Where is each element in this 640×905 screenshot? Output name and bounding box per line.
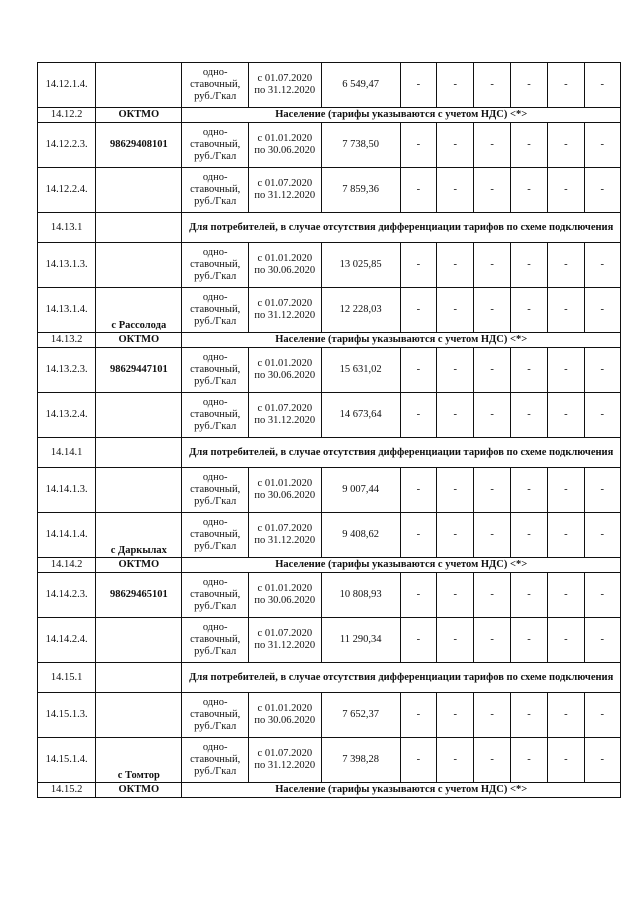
dash-cell: - bbox=[548, 573, 584, 618]
settlement-cell bbox=[96, 63, 182, 108]
unit-cell: одно- ставочный, руб./Гкал bbox=[182, 513, 249, 558]
dash-cell: - bbox=[510, 63, 547, 108]
dash-cell: - bbox=[584, 348, 620, 393]
row-code: 14.13.2.3. bbox=[38, 348, 96, 393]
unit-cell: одно- ставочный, руб./Гкал bbox=[182, 468, 249, 513]
row-code: 14.13.2 bbox=[38, 333, 96, 348]
table-row bbox=[38, 243, 621, 288]
unit-cell: одно- ставочный, руб./Гкал bbox=[182, 618, 249, 663]
dash-cell: - bbox=[584, 513, 620, 558]
dash-cell: - bbox=[510, 348, 547, 393]
tariff-value: 15 631,02 bbox=[321, 348, 400, 393]
row-code: 14.14.2.3. bbox=[38, 573, 96, 618]
table-row bbox=[38, 783, 621, 798]
row-code: 14.13.1.4. bbox=[38, 288, 96, 333]
tariff-table bbox=[37, 62, 621, 798]
dash-cell: - bbox=[474, 168, 510, 213]
dash-cell: - bbox=[437, 618, 474, 663]
dash-cell: - bbox=[400, 243, 436, 288]
unit-cell: одно- ставочный, руб./Гкал bbox=[182, 63, 249, 108]
dash-cell: - bbox=[510, 468, 547, 513]
table-row bbox=[38, 348, 621, 393]
row-code: 14.14.1.4. bbox=[38, 513, 96, 558]
dash-cell: - bbox=[584, 123, 620, 168]
dash-cell: - bbox=[437, 468, 474, 513]
row-code: 14.14.2.4. bbox=[38, 618, 96, 663]
row-code: 14.12.2.4. bbox=[38, 168, 96, 213]
period-cell: с 01.07.2020 по 31.12.2020 bbox=[248, 63, 321, 108]
dash-cell: - bbox=[584, 168, 620, 213]
unit-cell: одно- ставочный, руб./Гкал bbox=[182, 738, 249, 783]
population-note: Население (тарифы указываются с учетом НДС) <*> bbox=[182, 558, 621, 573]
row-code: 14.13.1.3. bbox=[38, 243, 96, 288]
table-row bbox=[38, 63, 621, 108]
dash-cell: - bbox=[437, 168, 474, 213]
dash-cell: - bbox=[474, 513, 510, 558]
settlement-cell bbox=[96, 213, 182, 243]
dash-cell: - bbox=[400, 693, 436, 738]
period-cell: с 01.07.2020 по 31.12.2020 bbox=[248, 738, 321, 783]
dash-cell: - bbox=[510, 243, 547, 288]
dash-cell: - bbox=[584, 738, 620, 783]
row-code: 14.13.2.4. bbox=[38, 393, 96, 438]
dash-cell: - bbox=[474, 573, 510, 618]
dash-cell: - bbox=[548, 393, 584, 438]
dash-cell: - bbox=[400, 738, 436, 783]
dash-cell: - bbox=[584, 468, 620, 513]
period-cell: с 01.07.2020 по 31.12.2020 bbox=[248, 513, 321, 558]
table-row bbox=[38, 663, 621, 693]
dash-cell: - bbox=[474, 468, 510, 513]
period-cell: с 01.01.2020 по 30.06.2020 bbox=[248, 348, 321, 393]
dash-cell: - bbox=[400, 573, 436, 618]
table-row bbox=[38, 738, 621, 783]
period-cell: с 01.01.2020 по 30.06.2020 bbox=[248, 468, 321, 513]
dash-cell: - bbox=[400, 468, 436, 513]
dash-cell: - bbox=[510, 393, 547, 438]
table-row bbox=[38, 618, 621, 663]
dash-cell: - bbox=[437, 693, 474, 738]
dash-cell: - bbox=[437, 513, 474, 558]
settlement-cell bbox=[96, 168, 182, 213]
dash-cell: - bbox=[437, 63, 474, 108]
tariff-value: 14 673,64 bbox=[321, 393, 400, 438]
period-cell: с 01.07.2020 по 31.12.2020 bbox=[248, 288, 321, 333]
no-diff-note: Для потребителей, в случае отсутствия дифференциации тарифов по схеме подключения bbox=[182, 438, 621, 468]
unit-cell: одно- ставочный, руб./Гкал bbox=[182, 348, 249, 393]
dash-cell: - bbox=[584, 63, 620, 108]
dash-cell: - bbox=[584, 693, 620, 738]
table-row bbox=[38, 123, 621, 168]
tariff-value: 12 228,03 bbox=[321, 288, 400, 333]
table-row bbox=[38, 168, 621, 213]
row-code: 14.15.1.4. bbox=[38, 738, 96, 783]
table-row bbox=[38, 393, 621, 438]
table-row bbox=[38, 333, 621, 348]
table-row bbox=[38, 213, 621, 243]
dash-cell: - bbox=[474, 243, 510, 288]
settlement-name: с Даркылах bbox=[96, 513, 182, 558]
period-cell: с 01.07.2020 по 31.12.2020 bbox=[248, 168, 321, 213]
period-cell: с 01.01.2020 по 30.06.2020 bbox=[248, 123, 321, 168]
dash-cell: - bbox=[510, 168, 547, 213]
dash-cell: - bbox=[548, 693, 584, 738]
period-cell: с 01.01.2020 по 30.06.2020 bbox=[248, 243, 321, 288]
oktmo-label: ОКТМО bbox=[96, 783, 182, 798]
oktmo-code: 98629465101 bbox=[96, 573, 182, 618]
table-row bbox=[38, 438, 621, 468]
period-cell: с 01.01.2020 по 30.06.2020 bbox=[248, 573, 321, 618]
table-row bbox=[38, 693, 621, 738]
dash-cell: - bbox=[548, 348, 584, 393]
dash-cell: - bbox=[584, 618, 620, 663]
dash-cell: - bbox=[548, 243, 584, 288]
dash-cell: - bbox=[437, 738, 474, 783]
dash-cell: - bbox=[548, 618, 584, 663]
unit-cell: одно- ставочный, руб./Гкал bbox=[182, 393, 249, 438]
table-row bbox=[38, 573, 621, 618]
table-row bbox=[38, 468, 621, 513]
period-cell: с 01.01.2020 по 30.06.2020 bbox=[248, 693, 321, 738]
dash-cell: - bbox=[437, 393, 474, 438]
tariff-value: 7 652,37 bbox=[321, 693, 400, 738]
dash-cell: - bbox=[474, 738, 510, 783]
dash-cell: - bbox=[474, 123, 510, 168]
dash-cell: - bbox=[510, 738, 547, 783]
oktmo-code: 98629408101 bbox=[96, 123, 182, 168]
settlement-cell bbox=[96, 468, 182, 513]
settlement-cell bbox=[96, 663, 182, 693]
dash-cell: - bbox=[400, 348, 436, 393]
dash-cell: - bbox=[584, 288, 620, 333]
dash-cell: - bbox=[510, 288, 547, 333]
unit-cell: одно- ставочный, руб./Гкал bbox=[182, 123, 249, 168]
dash-cell: - bbox=[400, 513, 436, 558]
row-code: 14.15.1.3. bbox=[38, 693, 96, 738]
tariff-value: 6 549,47 bbox=[321, 63, 400, 108]
population-note: Население (тарифы указываются с учетом НДС) <*> bbox=[182, 333, 621, 348]
oktmo-label: ОКТМО bbox=[96, 108, 182, 123]
table-row bbox=[38, 513, 621, 558]
settlement-name: с Рассолода bbox=[96, 288, 182, 333]
unit-cell: одно- ставочный, руб./Гкал bbox=[182, 288, 249, 333]
unit-cell: одно- ставочный, руб./Гкал bbox=[182, 693, 249, 738]
dash-cell: - bbox=[584, 393, 620, 438]
no-diff-note: Для потребителей, в случае отсутствия дифференциации тарифов по схеме подключения bbox=[182, 213, 621, 243]
dash-cell: - bbox=[548, 123, 584, 168]
row-code: 14.12.1.4. bbox=[38, 63, 96, 108]
dash-cell: - bbox=[474, 348, 510, 393]
dash-cell: - bbox=[510, 693, 547, 738]
dash-cell: - bbox=[400, 288, 436, 333]
table-row bbox=[38, 288, 621, 333]
dash-cell: - bbox=[474, 618, 510, 663]
period-cell: с 01.07.2020 по 31.12.2020 bbox=[248, 393, 321, 438]
row-code: 14.14.2 bbox=[38, 558, 96, 573]
dash-cell: - bbox=[510, 573, 547, 618]
row-code: 14.14.1.3. bbox=[38, 468, 96, 513]
settlement-name: с Томтор bbox=[96, 738, 182, 783]
dash-cell: - bbox=[510, 618, 547, 663]
dash-cell: - bbox=[548, 738, 584, 783]
row-code: 14.13.1 bbox=[38, 213, 96, 243]
dash-cell: - bbox=[474, 393, 510, 438]
oktmo-code: 98629447101 bbox=[96, 348, 182, 393]
unit-cell: одно- ставочный, руб./Гкал bbox=[182, 573, 249, 618]
tariff-value: 13 025,85 bbox=[321, 243, 400, 288]
tariff-value: 7 738,50 bbox=[321, 123, 400, 168]
table-row bbox=[38, 108, 621, 123]
dash-cell: - bbox=[474, 693, 510, 738]
period-cell: с 01.07.2020 по 31.12.2020 bbox=[248, 618, 321, 663]
dash-cell: - bbox=[400, 123, 436, 168]
dash-cell: - bbox=[437, 573, 474, 618]
dash-cell: - bbox=[400, 168, 436, 213]
table-row bbox=[38, 558, 621, 573]
dash-cell: - bbox=[400, 618, 436, 663]
dash-cell: - bbox=[400, 63, 436, 108]
settlement-cell bbox=[96, 393, 182, 438]
dash-cell: - bbox=[548, 468, 584, 513]
row-code: 14.15.1 bbox=[38, 663, 96, 693]
tariff-value: 9 408,62 bbox=[321, 513, 400, 558]
dash-cell: - bbox=[400, 393, 436, 438]
tariff-value: 9 007,44 bbox=[321, 468, 400, 513]
row-code: 14.14.1 bbox=[38, 438, 96, 468]
settlement-cell bbox=[96, 618, 182, 663]
unit-cell: одно- ставочный, руб./Гкал bbox=[182, 168, 249, 213]
row-code: 14.15.2 bbox=[38, 783, 96, 798]
population-note: Население (тарифы указываются с учетом НДС) <*> bbox=[182, 108, 621, 123]
unit-cell: одно- ставочный, руб./Гкал bbox=[182, 243, 249, 288]
row-code: 14.12.2.3. bbox=[38, 123, 96, 168]
dash-cell: - bbox=[584, 243, 620, 288]
dash-cell: - bbox=[510, 513, 547, 558]
row-code: 14.12.2 bbox=[38, 108, 96, 123]
dash-cell: - bbox=[437, 243, 474, 288]
no-diff-note: Для потребителей, в случае отсутствия дифференциации тарифов по схеме подключения bbox=[182, 663, 621, 693]
dash-cell: - bbox=[548, 513, 584, 558]
dash-cell: - bbox=[548, 168, 584, 213]
dash-cell: - bbox=[548, 63, 584, 108]
tariff-value: 7 398,28 bbox=[321, 738, 400, 783]
dash-cell: - bbox=[474, 288, 510, 333]
dash-cell: - bbox=[510, 123, 547, 168]
dash-cell: - bbox=[437, 123, 474, 168]
settlement-cell bbox=[96, 243, 182, 288]
dash-cell: - bbox=[474, 63, 510, 108]
oktmo-label: ОКТМО bbox=[96, 558, 182, 573]
tariff-value: 11 290,34 bbox=[321, 618, 400, 663]
oktmo-label: ОКТМО bbox=[96, 333, 182, 348]
tariff-value: 10 808,93 bbox=[321, 573, 400, 618]
dash-cell: - bbox=[584, 573, 620, 618]
dash-cell: - bbox=[437, 348, 474, 393]
settlement-cell bbox=[96, 438, 182, 468]
dash-cell: - bbox=[548, 288, 584, 333]
dash-cell: - bbox=[437, 288, 474, 333]
tariff-value: 7 859,36 bbox=[321, 168, 400, 213]
settlement-cell bbox=[96, 693, 182, 738]
population-note: Население (тарифы указываются с учетом НДС) <*> bbox=[182, 783, 621, 798]
